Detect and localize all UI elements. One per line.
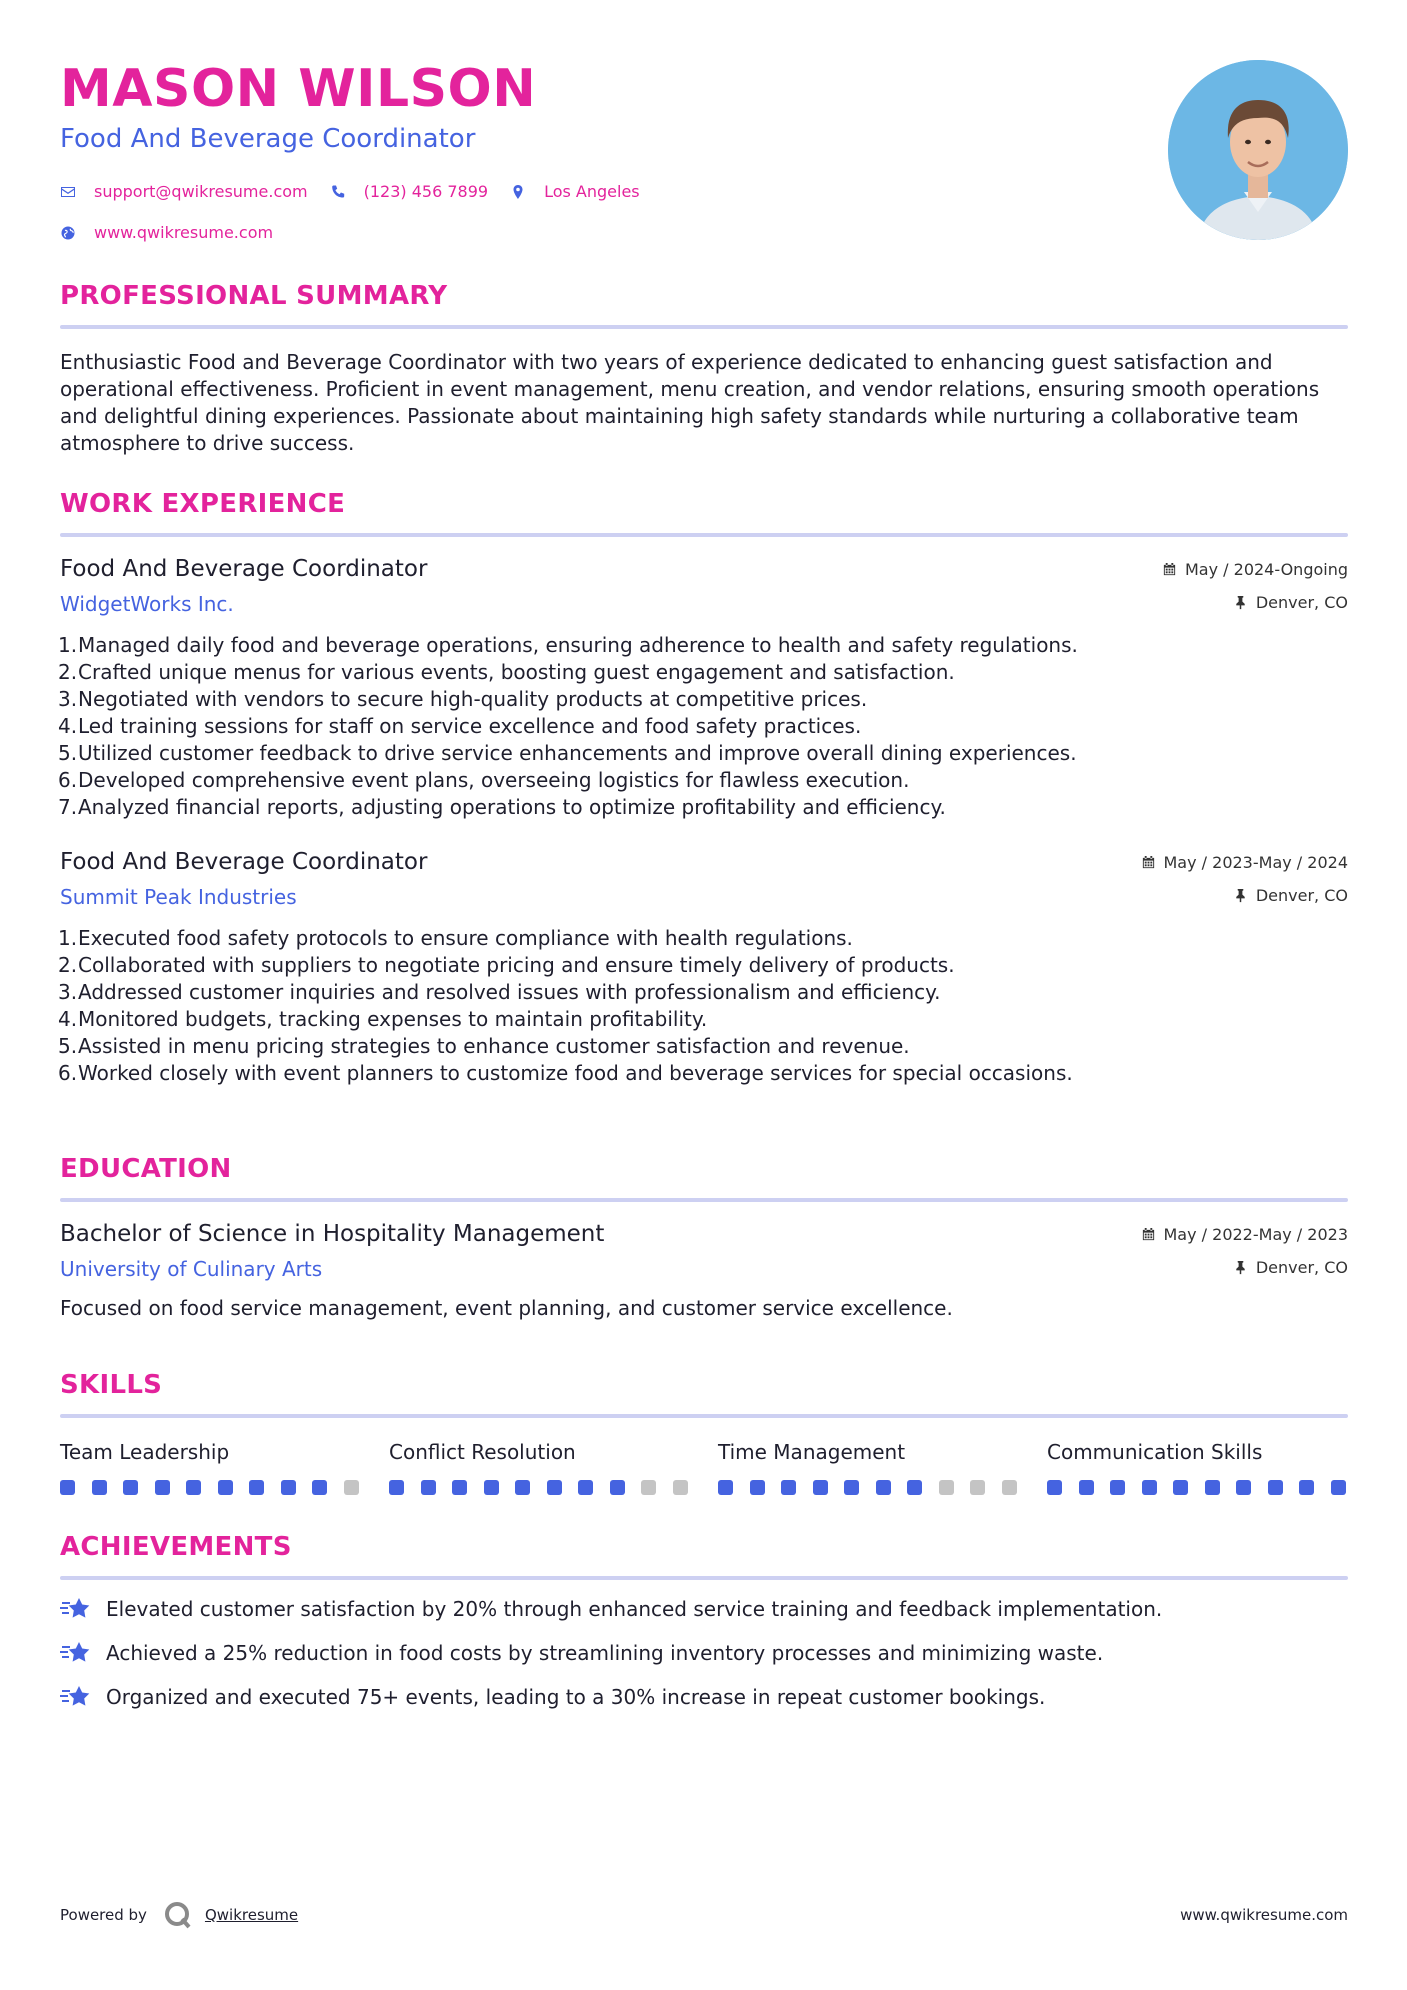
header bbox=[60, 58, 1160, 242]
list-item: Collaborated with suppliers to negotiate pricing and ensure timely delivery of products. bbox=[78, 953, 955, 977]
footer-website[interactable]: www.qwikresume.com bbox=[1180, 1906, 1348, 1924]
list-item: Monitored budgets, tracking expenses to maintain profitability. bbox=[78, 1007, 708, 1031]
section-divider bbox=[60, 1198, 1348, 1202]
rating-dot-filled bbox=[60, 1480, 75, 1495]
education-section bbox=[60, 1152, 1348, 1322]
list-item: Managed daily food and beverage operations, ensuring adherence to health and safety regulations. bbox=[78, 633, 1078, 657]
skill-item bbox=[1047, 1438, 1348, 1495]
profile-photo bbox=[1168, 60, 1348, 240]
star-icon bbox=[60, 1639, 92, 1667]
star-icon bbox=[60, 1683, 92, 1711]
rating-dot-filled bbox=[876, 1480, 891, 1495]
rating-dot-filled bbox=[452, 1480, 467, 1495]
rating-dot-filled bbox=[813, 1480, 828, 1495]
section-divider bbox=[60, 325, 1348, 329]
section-title-summary: PROFESSIONAL SUMMARY bbox=[60, 281, 448, 311]
experience-section bbox=[60, 487, 1348, 1087]
list-item: Worked closely with event planners to customize food and beverage services for special occasions. bbox=[78, 1061, 1073, 1085]
calendar-icon bbox=[1162, 562, 1177, 577]
job-dates bbox=[1141, 849, 1349, 875]
job-bullets bbox=[60, 925, 1348, 1087]
job-meta bbox=[1162, 556, 1348, 615]
section-title-achievements: ACHIEVEMENTS bbox=[60, 1532, 292, 1562]
rating-dot-filled bbox=[547, 1480, 562, 1495]
contact-location bbox=[510, 182, 640, 201]
job-entry bbox=[60, 554, 1348, 821]
list-item: Addressed customer inquiries and resolved issues with professionalism and efficiency. bbox=[78, 980, 941, 1004]
rating-dot-filled bbox=[1142, 1480, 1157, 1495]
location-text: Los Angeles bbox=[544, 182, 640, 201]
job-location bbox=[1141, 882, 1349, 908]
powered-by-label: Powered by bbox=[60, 1906, 147, 1924]
calendar-icon bbox=[1141, 1227, 1156, 1242]
skill-name: Communication Skills bbox=[1047, 1440, 1263, 1464]
job-location-text: Denver, CO bbox=[1255, 885, 1348, 905]
pushpin-icon bbox=[1233, 595, 1248, 610]
list-item: Led training sessions for staff on service excellence and food safety practices. bbox=[78, 714, 862, 738]
rating-dot-filled bbox=[123, 1480, 138, 1495]
skill-rating bbox=[718, 1480, 1047, 1495]
education-dates-text: May / 2022-May / 2023 bbox=[1163, 1224, 1348, 1244]
job-entry bbox=[60, 847, 1348, 1087]
phone-text: (123) 456 7899 bbox=[363, 182, 489, 201]
rating-dot-empty bbox=[939, 1480, 954, 1495]
list-item: Analyzed financial reports, adjusting operations to optimize profitability and efficiency. bbox=[78, 795, 946, 819]
achievement-text: Achieved a 25% reduction in food costs by streamlining inventory processes and minimizing waste. bbox=[106, 1640, 1104, 1665]
education-meta bbox=[1141, 1221, 1349, 1280]
rating-dot-filled bbox=[1331, 1480, 1346, 1495]
rating-dot-filled bbox=[1110, 1480, 1125, 1495]
section-title-skills: SKILLS bbox=[60, 1370, 163, 1400]
rating-dot-empty bbox=[970, 1480, 985, 1495]
rating-dot-filled bbox=[1047, 1480, 1062, 1495]
skill-item bbox=[718, 1438, 1047, 1495]
job-company: Summit Peak Industries bbox=[60, 885, 297, 909]
contact-row bbox=[60, 182, 1160, 201]
achievement-text: Organized and executed 75+ events, leading to a 30% increase in repeat customer bookings. bbox=[106, 1684, 1046, 1709]
section-divider bbox=[60, 533, 1348, 537]
pushpin-icon bbox=[1233, 1260, 1248, 1275]
rating-dot-filled bbox=[484, 1480, 499, 1495]
job-dates bbox=[1162, 556, 1348, 582]
contact-email[interactable] bbox=[60, 182, 308, 201]
star-icon bbox=[60, 1595, 92, 1623]
job-meta bbox=[1141, 849, 1349, 908]
contact-row-web bbox=[60, 223, 1160, 242]
list-item: Executed food safety protocols to ensure compliance with health regulations. bbox=[78, 926, 853, 950]
rating-dot-filled bbox=[718, 1480, 733, 1495]
phone-icon bbox=[330, 184, 346, 200]
skill-rating bbox=[389, 1480, 718, 1495]
qwikresume-logo-icon bbox=[163, 1900, 193, 1930]
rating-dot-empty bbox=[1002, 1480, 1017, 1495]
rating-dot-filled bbox=[515, 1480, 530, 1495]
summary-text: Enthusiastic Food and Beverage Coordinator with two years of experience dedicated to enhancing guest satisfaction and operational effectiveness. Proficient in event management, menu creation, and vendor relations, ensuring smooth operations and delightful dining experiences. Passionate about maintaining high safety standards while nurturing a collaborative team atmosphere to drive success. bbox=[60, 350, 1320, 455]
job-title: Food And Beverage Coordinator bbox=[60, 849, 428, 875]
list-item: Developed comprehensive event plans, overseeing logistics for flawless execution. bbox=[78, 768, 910, 792]
contact-website[interactable] bbox=[60, 223, 273, 242]
skill-name: Team Leadership bbox=[60, 1440, 230, 1464]
globe-icon bbox=[60, 225, 76, 241]
achievement-item bbox=[60, 1638, 1348, 1668]
list-item: Assisted in menu pricing strategies to enhance customer satisfaction and revenue. bbox=[78, 1034, 910, 1058]
skills-section bbox=[60, 1368, 1348, 1495]
rating-dot-filled bbox=[421, 1480, 436, 1495]
job-location bbox=[1162, 589, 1348, 615]
rating-dot-filled bbox=[1236, 1480, 1251, 1495]
rating-dot-filled bbox=[281, 1480, 296, 1495]
rating-dot-empty bbox=[641, 1480, 656, 1495]
education-entry bbox=[60, 1219, 1348, 1322]
brand-link[interactable]: Qwikresume bbox=[204, 1906, 299, 1924]
skill-name: Conflict Resolution bbox=[389, 1440, 576, 1464]
rating-dot-filled bbox=[92, 1480, 107, 1495]
rating-dot-filled bbox=[1205, 1480, 1220, 1495]
achievement-text: Elevated customer satisfaction by 20% through enhanced service training and feedback implementation. bbox=[106, 1596, 1163, 1621]
job-location-text: Denver, CO bbox=[1255, 592, 1348, 612]
rating-dot-filled bbox=[218, 1480, 233, 1495]
job-dates-text: May / 2024-Ongoing bbox=[1185, 559, 1348, 579]
rating-dot-filled bbox=[781, 1480, 796, 1495]
list-item: Negotiated with vendors to secure high-quality products at competitive prices. bbox=[78, 687, 868, 711]
education-location-text: Denver, CO bbox=[1255, 1257, 1348, 1277]
skill-item bbox=[389, 1438, 718, 1495]
summary-section bbox=[60, 279, 1348, 457]
rating-dot-filled bbox=[578, 1480, 593, 1495]
rating-dot-filled bbox=[155, 1480, 170, 1495]
section-title-education: EDUCATION bbox=[60, 1154, 232, 1184]
skill-rating bbox=[1047, 1480, 1348, 1495]
rating-dot-filled bbox=[1173, 1480, 1188, 1495]
education-description: Focused on food service management, event planning, and customer service excellence. bbox=[60, 1296, 953, 1320]
rating-dot-filled bbox=[1079, 1480, 1094, 1495]
skill-rating bbox=[60, 1480, 389, 1495]
education-location bbox=[1141, 1254, 1349, 1280]
rating-dot-filled bbox=[249, 1480, 264, 1495]
email-text: support@qwikresume.com bbox=[94, 182, 308, 201]
rating-dot-filled bbox=[610, 1480, 625, 1495]
skills-list bbox=[60, 1438, 1348, 1495]
section-divider bbox=[60, 1576, 1348, 1580]
list-item: Utilized customer feedback to drive service enhancements and improve overall dining experiences. bbox=[78, 741, 1077, 765]
section-title-experience: WORK EXPERIENCE bbox=[60, 489, 346, 519]
section-divider bbox=[60, 1414, 1348, 1418]
skill-item bbox=[60, 1438, 389, 1495]
skill-name: Time Management bbox=[718, 1440, 906, 1464]
envelope-icon bbox=[60, 184, 76, 200]
location-pin-icon bbox=[510, 184, 526, 200]
rating-dot-filled bbox=[907, 1480, 922, 1495]
website-text: www.qwikresume.com bbox=[94, 223, 274, 242]
job-dates-text: May / 2023-May / 2024 bbox=[1163, 852, 1348, 872]
candidate-role: Food And Beverage Coordinator bbox=[60, 124, 476, 154]
rating-dot-filled bbox=[389, 1480, 404, 1495]
degree-title: Bachelor of Science in Hospitality Management bbox=[60, 1221, 605, 1247]
contact-phone[interactable] bbox=[330, 182, 488, 201]
job-company: WidgetWorks Inc. bbox=[60, 592, 234, 616]
achievement-item bbox=[60, 1594, 1348, 1624]
job-bullets bbox=[60, 632, 1348, 821]
pushpin-icon bbox=[1233, 888, 1248, 903]
rating-dot-filled bbox=[844, 1480, 859, 1495]
avatar bbox=[1168, 60, 1348, 240]
rating-dot-empty bbox=[673, 1480, 688, 1495]
rating-dot-filled bbox=[1299, 1480, 1314, 1495]
job-title: Food And Beverage Coordinator bbox=[60, 556, 428, 582]
candidate-name: MASON WILSON bbox=[60, 59, 537, 119]
school-name: University of Culinary Arts bbox=[60, 1257, 323, 1281]
rating-dot-filled bbox=[186, 1480, 201, 1495]
calendar-icon bbox=[1141, 855, 1156, 870]
rating-dot-empty bbox=[344, 1480, 359, 1495]
footer-powered-by bbox=[60, 1900, 298, 1930]
achievements-section bbox=[60, 1530, 1348, 1712]
rating-dot-filled bbox=[312, 1480, 327, 1495]
rating-dot-filled bbox=[750, 1480, 765, 1495]
rating-dot-filled bbox=[1268, 1480, 1283, 1495]
achievement-item bbox=[60, 1682, 1348, 1712]
list-item: Crafted unique menus for various events, boosting guest engagement and satisfaction. bbox=[78, 660, 955, 684]
education-dates bbox=[1141, 1221, 1349, 1247]
